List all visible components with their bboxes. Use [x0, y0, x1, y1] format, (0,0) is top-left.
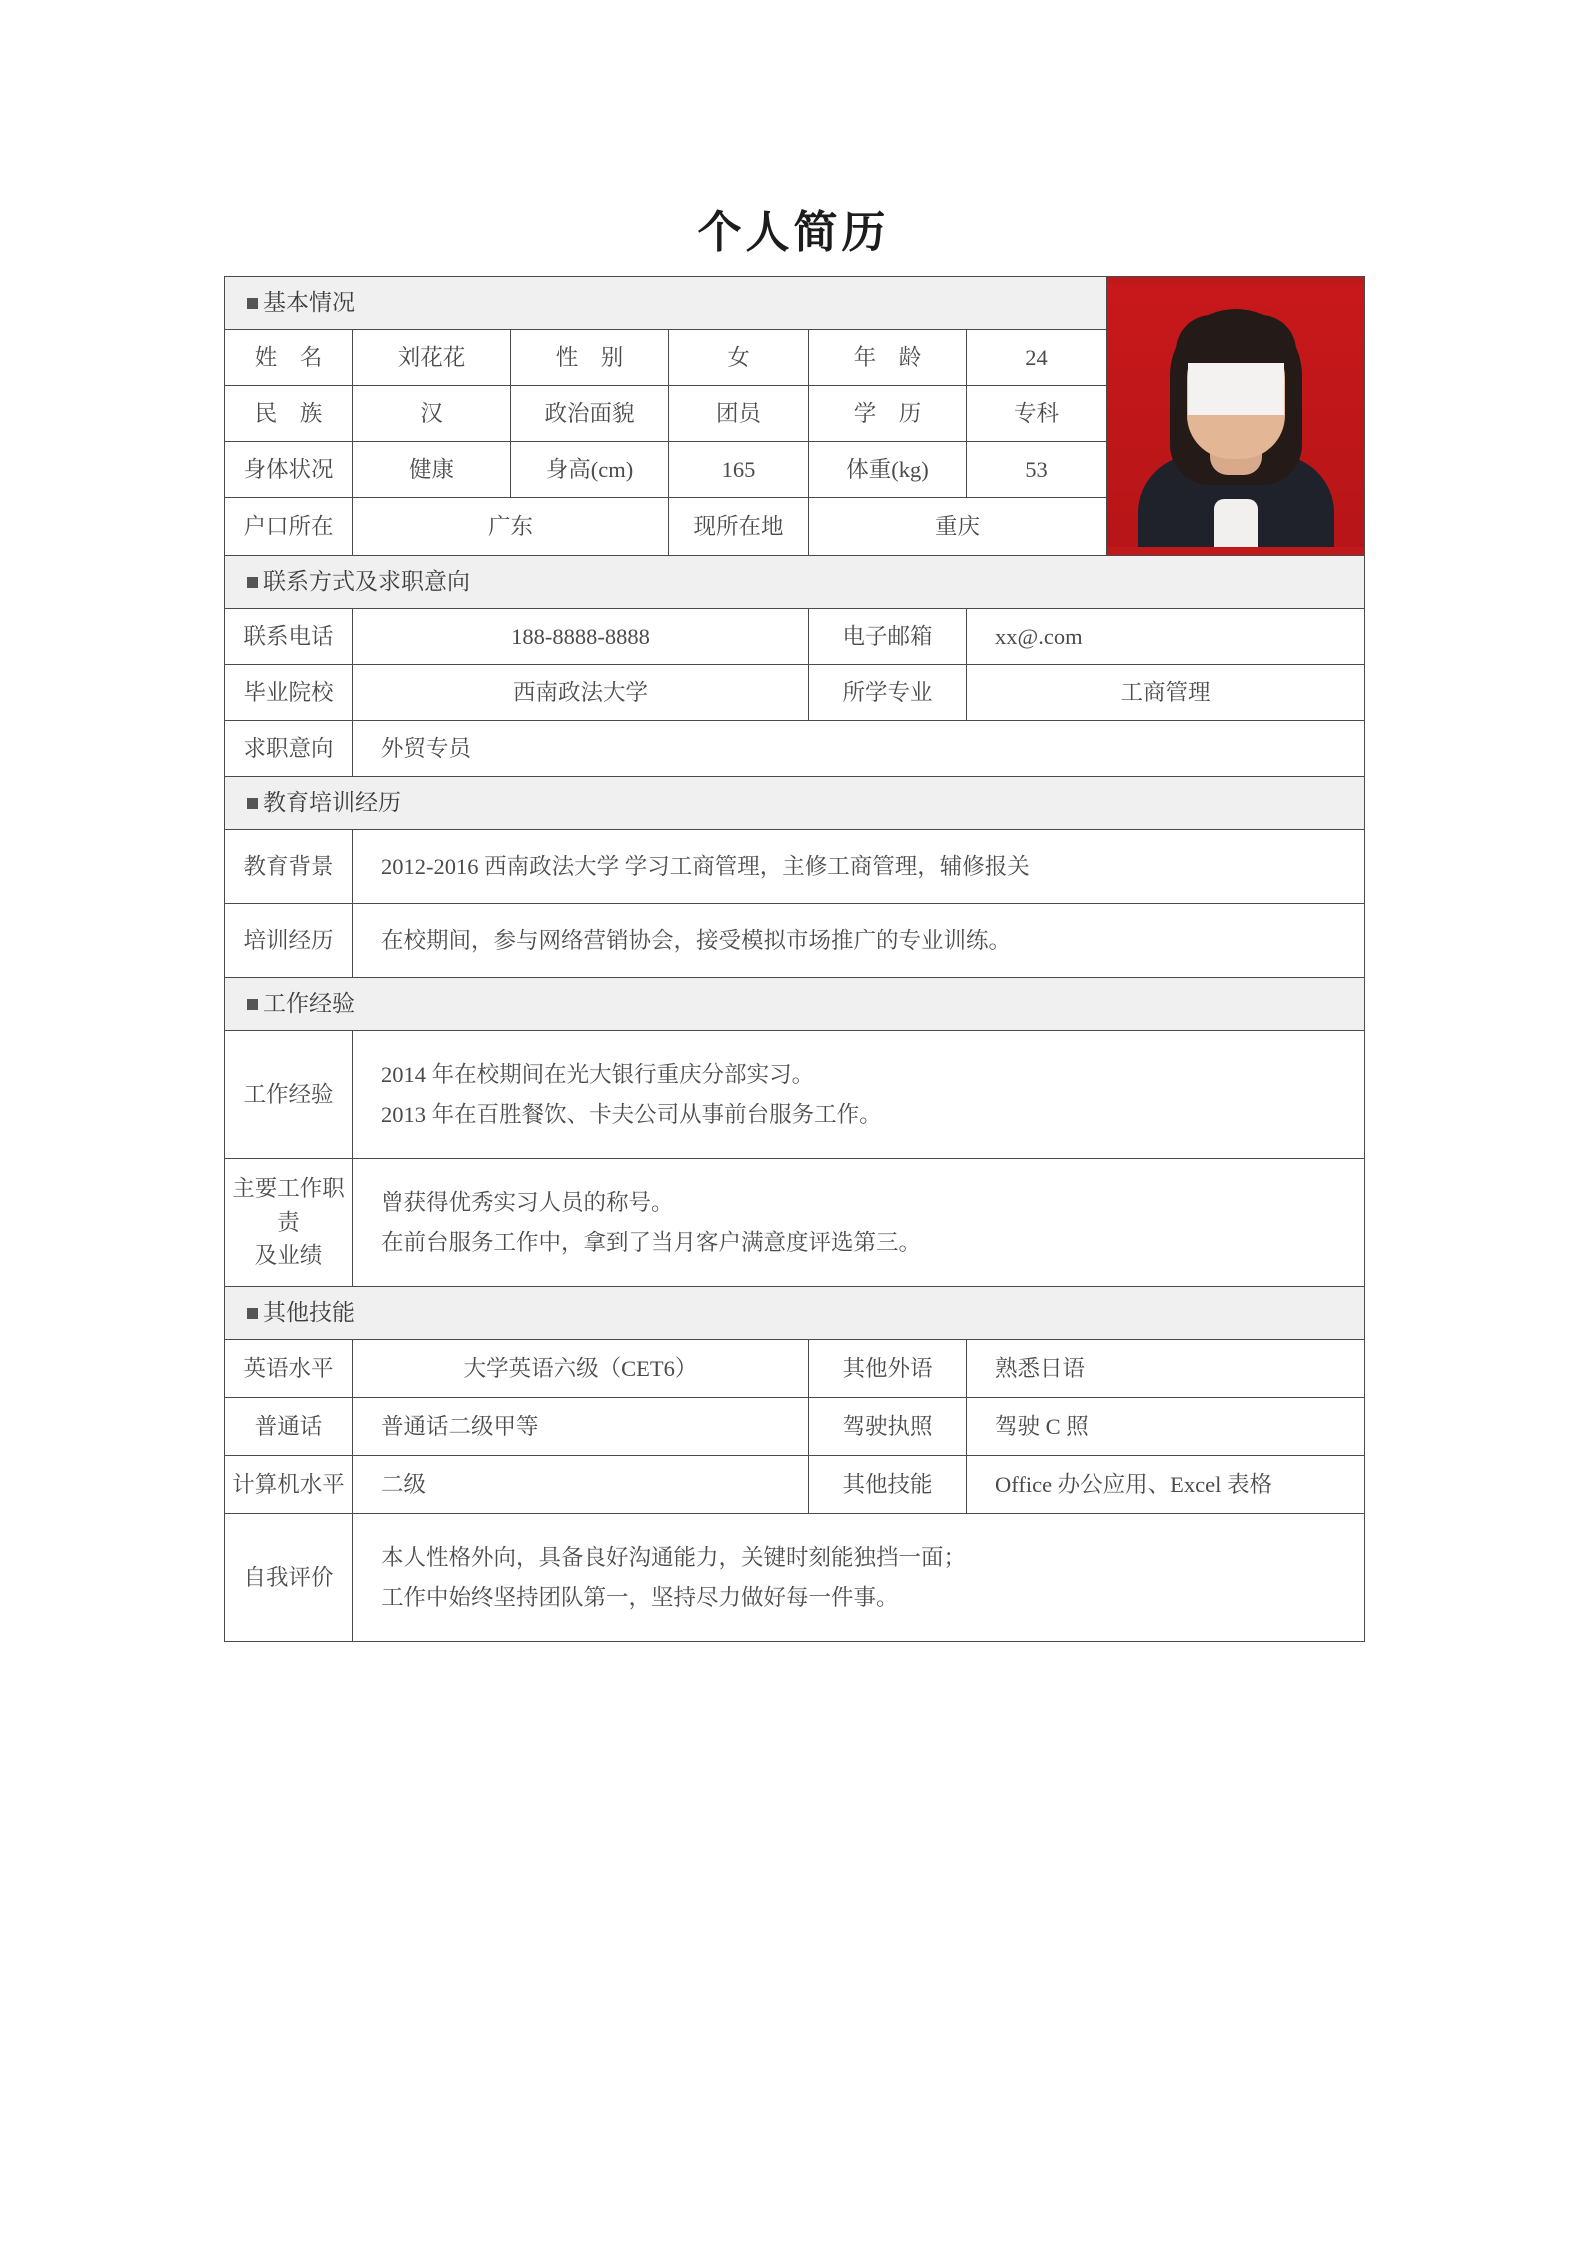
label-household: 户口所在: [225, 498, 353, 556]
square-bullet-icon: [247, 798, 258, 809]
section-header-skills: [225, 1287, 1365, 1340]
square-bullet-icon: [247, 577, 258, 588]
value-household: 广东: [353, 498, 669, 556]
value-self-evaluation: [353, 1514, 1365, 1642]
label-major: 所学专业: [809, 665, 967, 721]
avatar: [1107, 285, 1364, 547]
value-training: 在校期间，参与网络营销协会，接受模拟市场推广的专业训练。: [353, 904, 1365, 978]
section-row-work: [225, 978, 1365, 1031]
table-row: [225, 721, 1365, 777]
page-title: 个人简历: [697, 208, 890, 257]
label-other-skills: 其他技能: [809, 1456, 967, 1514]
value-other-language: 熟悉日语: [967, 1340, 1365, 1398]
label-work-duties: [225, 1159, 353, 1287]
value-work-duties: [353, 1159, 1365, 1287]
label-school: 毕业院校: [225, 665, 353, 721]
resume-table: [224, 276, 1365, 1642]
section-header-work-label: 工作经验: [263, 990, 355, 1016]
value-name: 刘花花: [353, 330, 511, 386]
table-row: [225, 665, 1365, 721]
table-row: [225, 1340, 1365, 1398]
section-row-basic: [225, 277, 1365, 330]
value-english-level: 大学英语六级（CET6）: [353, 1340, 809, 1398]
value-phone: 188-8888-8888: [353, 609, 809, 665]
work-duties-line: 曾获得优秀实习人员的称号。: [381, 1190, 674, 1216]
label-work-duties-line2: 及业绩: [254, 1243, 323, 1269]
label-job-intent: 求职意向: [225, 721, 353, 777]
table-row: [225, 830, 1365, 904]
value-driver-license: 驾驶 C 照: [967, 1398, 1365, 1456]
label-work-duties-line1: 主要工作职责: [232, 1175, 345, 1235]
section-row-contact: [225, 556, 1365, 609]
photo-redaction-bar: [1188, 363, 1284, 415]
value-gender: 女: [669, 330, 809, 386]
value-education-level: 专科: [967, 386, 1107, 442]
label-ethnicity: 民 族: [225, 386, 353, 442]
section-row-education: [225, 777, 1365, 830]
section-header-contact-label: 联系方式及求职意向: [263, 568, 470, 594]
label-mandarin: 普通话: [225, 1398, 353, 1456]
square-bullet-icon: [247, 1308, 258, 1319]
value-current-location: 重庆: [809, 498, 1107, 556]
section-header-basic-label: 基本情况: [263, 289, 355, 315]
value-computer-level: 二级: [353, 1456, 809, 1514]
value-height: 165: [669, 442, 809, 498]
work-experience-line: 2013 年在百胜餐饮、卡夫公司从事前台服务工作。: [381, 1101, 882, 1127]
table-row: [225, 1159, 1365, 1287]
label-email: 电子邮箱: [809, 609, 967, 665]
table-row: [225, 1514, 1365, 1642]
table-row: [225, 1031, 1365, 1159]
label-current-location: 现所在地: [669, 498, 809, 556]
label-education-background: 教育背景: [225, 830, 353, 904]
section-header-education: [225, 777, 1365, 830]
table-row: [225, 1456, 1365, 1514]
section-header-education-label: 教育培训经历: [263, 789, 401, 815]
label-work-experience: 工作经验: [225, 1031, 353, 1159]
label-education-level: 学 历: [809, 386, 967, 442]
value-other-skills: Office 办公应用、Excel 表格: [967, 1456, 1365, 1514]
label-self-evaluation: 自我评价: [225, 1514, 353, 1642]
value-weight: 53: [967, 442, 1107, 498]
label-height: 身高(cm): [511, 442, 669, 498]
label-gender: 性 别: [511, 330, 669, 386]
section-header-work: [225, 978, 1365, 1031]
value-major: 工商管理: [967, 665, 1365, 721]
value-mandarin: 普通话二级甲等: [353, 1398, 809, 1456]
value-age: 24: [967, 330, 1107, 386]
photo-cell: [1107, 277, 1365, 556]
square-bullet-icon: [247, 298, 258, 309]
label-name: 姓 名: [225, 330, 353, 386]
section-header-contact: [225, 556, 1365, 609]
value-school: 西南政法大学: [353, 665, 809, 721]
label-english-level: 英语水平: [225, 1340, 353, 1398]
value-ethnicity: 汉: [353, 386, 511, 442]
label-phone: 联系电话: [225, 609, 353, 665]
self-evaluation-line: 本人性格外向，具备良好沟通能力，关键时刻能独挡一面；: [381, 1545, 967, 1571]
label-health: 身体状况: [225, 442, 353, 498]
table-row: [225, 1398, 1365, 1456]
value-email: xx@.com: [967, 609, 1365, 665]
section-header-basic: [225, 277, 1107, 330]
self-evaluation-line: 工作中始终坚持团队第一，坚持尽力做好每一件事。: [381, 1584, 899, 1610]
label-political-status: 政治面貌: [511, 386, 669, 442]
photo-collar: [1214, 499, 1258, 547]
value-political-status: 团员: [669, 386, 809, 442]
work-experience-line: 2014 年在校期间在光大银行重庆分部实习。: [381, 1062, 815, 1088]
label-driver-license: 驾驶执照: [809, 1398, 967, 1456]
section-row-skills: [225, 1287, 1365, 1340]
label-weight: 体重(kg): [809, 442, 967, 498]
label-training: 培训经历: [225, 904, 353, 978]
label-computer-level: 计算机水平: [225, 1456, 353, 1514]
label-age: 年 龄: [809, 330, 967, 386]
square-bullet-icon: [247, 999, 258, 1010]
value-job-intent: 外贸专员: [353, 721, 1365, 777]
table-row: [225, 904, 1365, 978]
work-duties-line: 在前台服务工作中，拿到了当月客户满意度评选第三。: [381, 1229, 922, 1255]
value-education-background: 2012-2016 西南政法大学 学习工商管理，主修工商管理，辅修报关: [353, 830, 1365, 904]
table-row: [225, 609, 1365, 665]
label-other-language: 其他外语: [809, 1340, 967, 1398]
value-health: 健康: [353, 442, 511, 498]
section-header-skills-label: 其他技能: [263, 1299, 355, 1325]
value-work-experience: [353, 1031, 1365, 1159]
